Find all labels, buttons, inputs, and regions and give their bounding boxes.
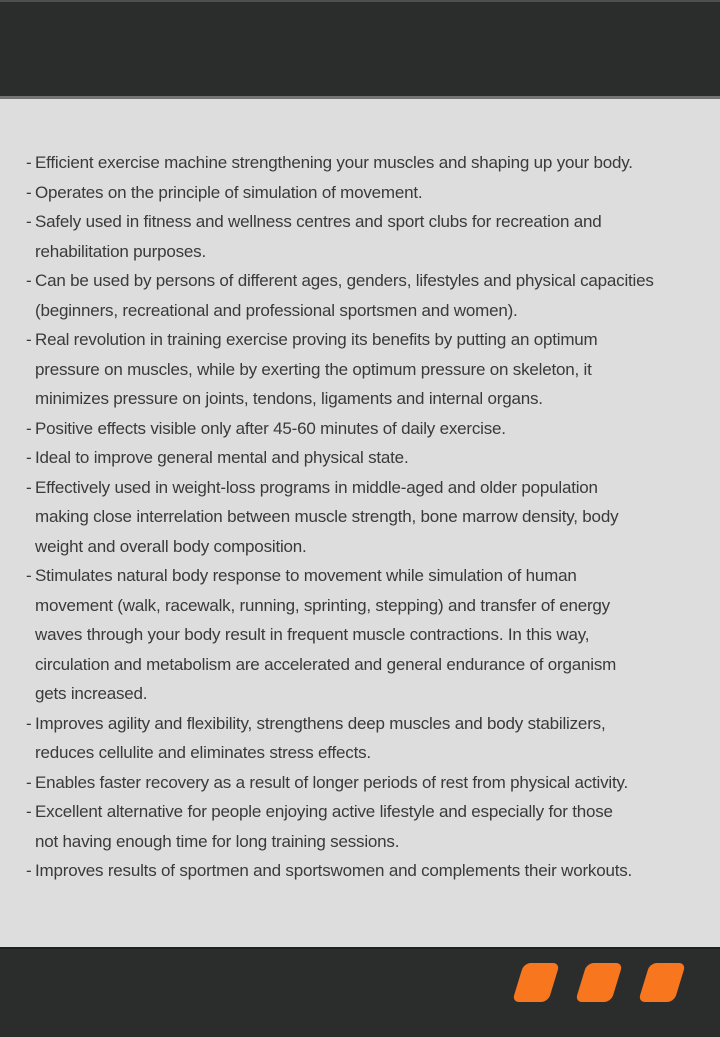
bullet-line: Improves agility and flexibility, strengthens deep muscles and body stabilizers, [35, 713, 606, 733]
bullet-item [0, 709, 720, 768]
bullet-line: Safely used in fitness and wellness centres and sport clubs for recreation and [35, 212, 602, 231]
bullet-dash: - [26, 182, 32, 202]
footer-band [0, 947, 720, 1037]
bullet-dash: - [26, 212, 32, 231]
bullet-item [0, 473, 720, 562]
orange-parallelogram-icon [638, 963, 686, 1002]
bullet-line: Excellent alternative for people enjoying active lifestyle and especially for those [35, 802, 613, 821]
bullet-dash: - [26, 448, 32, 467]
bullet-line: circulation and metabolism are accelerated and general endurance of organism [35, 654, 617, 674]
bullet-item [0, 561, 720, 709]
bullet-item [0, 443, 720, 473]
bullet-dash: - [26, 566, 32, 585]
bullet-line: Positive effects visible only after 45-60 minutes of daily exercise. [35, 418, 506, 438]
bullet-item [0, 207, 720, 266]
bullet-line: minimizes pressure on joints, tendons, ligaments and internal organs. [35, 389, 543, 408]
bullet-dash: - [26, 330, 32, 349]
bullet-line: weight and overall body composition. [35, 536, 307, 556]
bullet-line: waves through your body result in frequent muscle contractions. In this way, [35, 625, 590, 644]
benefits-list [0, 99, 720, 886]
bullet-dash: - [26, 477, 32, 497]
orange-parallelogram-icon [512, 963, 560, 1002]
bullet-item [0, 414, 720, 444]
bullet-item [0, 856, 720, 886]
bullet-line: Enables faster recovery as a result of longer periods of rest from physical activity. [35, 772, 629, 792]
bullet-line: Can be used by persons of different ages, genders, lifestyles and physical capacities [35, 271, 654, 290]
bullet-line: Stimulates natural body response to movement while simulation of human [35, 566, 577, 585]
bullet-dash: - [26, 802, 32, 821]
bullet-line: Ideal to improve general mental and physical state. [35, 448, 409, 467]
orange-parallelogram-icon [575, 963, 623, 1002]
bullet-dash: - [26, 271, 32, 290]
bullet-item [0, 325, 720, 414]
bullet-dash: - [26, 153, 32, 172]
bullet-line: movement (walk, racewalk, running, sprinting, stepping) and transfer of energy [35, 595, 610, 615]
bullet-line: gets increased. [35, 684, 148, 703]
bullet-item [0, 797, 720, 856]
bullet-dash: - [26, 861, 32, 880]
bullet-dash: - [26, 772, 32, 792]
bullet-line: rehabilitation purposes. [35, 241, 206, 261]
bullet-line: pressure on muscles, while by exerting the optimum pressure on skeleton, it [35, 359, 592, 379]
bullet-line: making close interrelation between muscle strength, bone marrow density, body [35, 507, 619, 526]
bullet-line: not having enough time for long training sessions. [35, 831, 400, 851]
bullet-dash: - [26, 418, 32, 438]
bullet-line: Effectively used in weight-loss programs in middle-aged and older population [35, 477, 598, 497]
bullet-item [0, 148, 720, 178]
bullet-line: Improves results of sportmen and sportswomen and complements their workouts. [35, 861, 633, 880]
bullet-line: reduces cellulite and eliminates stress effects. [35, 743, 371, 762]
bullet-item [0, 768, 720, 798]
header-band [0, 0, 720, 99]
bullet-line: (beginners, recreational and professional sportsmen and women). [35, 300, 518, 320]
bullet-line: Efficient exercise machine strengthening your muscles and shaping up your body. [35, 153, 633, 172]
bullet-line: Real revolution in training exercise proving its benefits by putting an optimum [35, 330, 598, 349]
bullet-line: Operates on the principle of simulation of movement. [35, 182, 423, 202]
bullet-dash: - [26, 713, 32, 733]
bullet-item [0, 178, 720, 208]
bullet-item [0, 266, 720, 325]
